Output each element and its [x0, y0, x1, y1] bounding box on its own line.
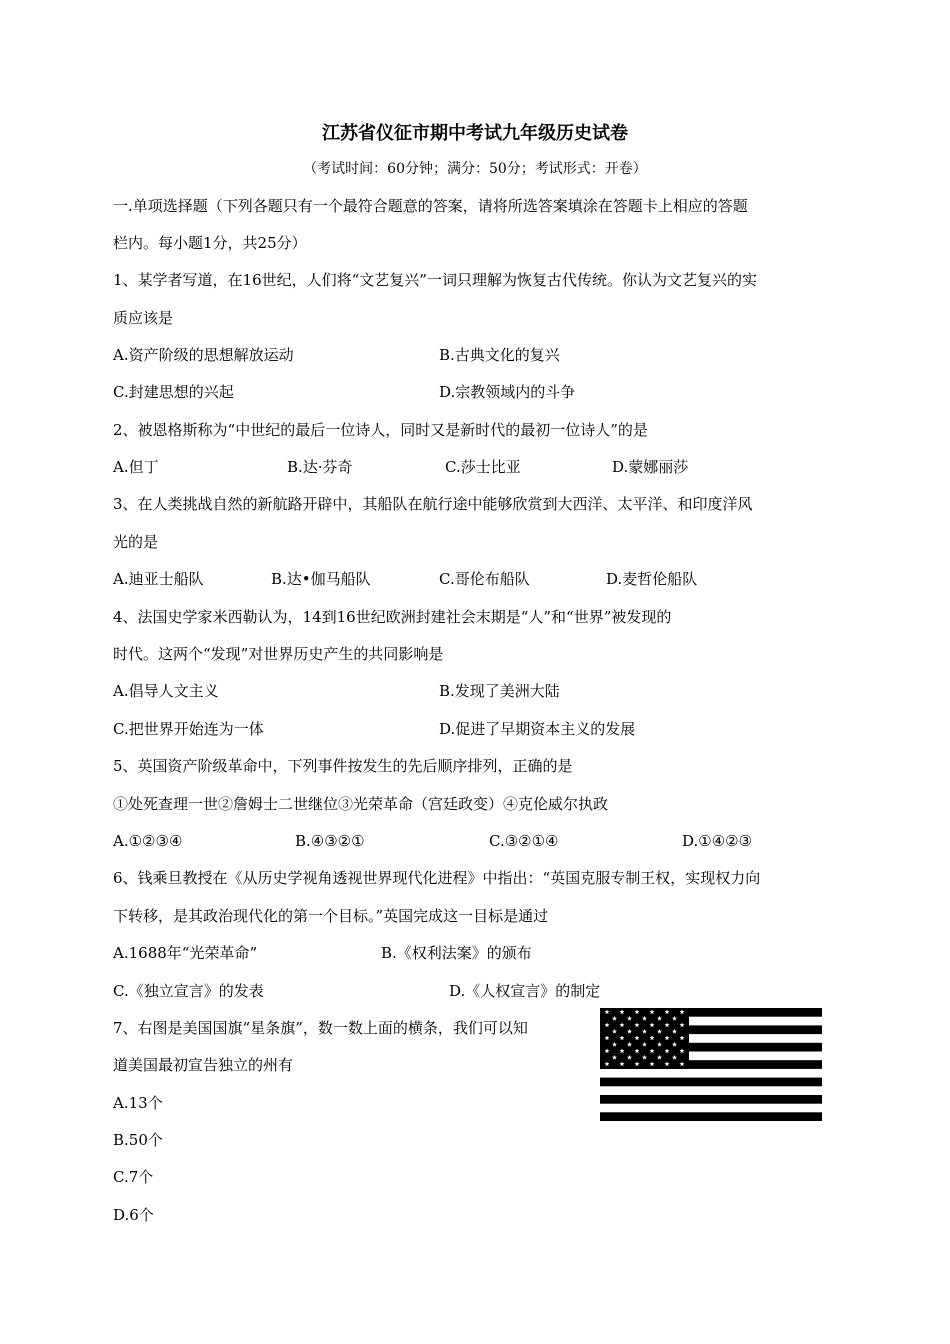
q4-option-a: A.倡导人文主义: [113, 682, 219, 700]
q4-option-d: D.促进了早期资本主义的发展: [439, 720, 636, 738]
q6-option-d: D.《人权宣言》的制定: [449, 982, 601, 1000]
q1-option-a: A.资产阶级的思想解放运动: [113, 346, 294, 364]
q5-option-b: B.④③②①: [295, 832, 365, 850]
q2-stem: 2、被恩格斯称为“中世纪的最后一位诗人，同时又是新时代的最初一位诗人”的是: [113, 421, 648, 439]
q7-stem-cont: 道美国最初宣告独立的州有: [113, 1056, 294, 1074]
q2-option-b: B.达·芬奇: [287, 458, 353, 476]
q2-option-c: C.莎士比亚: [445, 458, 521, 476]
q4-stem-cont: 时代。这两个“发现”对世界历史产生的共同影响是: [113, 645, 444, 663]
q3-option-d: D.麦哲伦船队: [606, 570, 698, 588]
section-heading: 一.单项选择题（下列各题只有一个最符合题意的答案，请将所选答案填涂在答题卡上相应的答题: [113, 197, 748, 215]
q7-option-d: D.6个: [113, 1206, 154, 1224]
q6-stem: 6、钱乘旦教授在《从历史学视角透视世界现代化进程》中指出：“英国克服专制王权，实现权力向: [113, 869, 761, 887]
q3-option-c: C.哥伦布船队: [439, 570, 530, 588]
q1-stem-cont: 质应该是: [113, 309, 174, 327]
q1-option-d: D.宗教领域内的斗争: [439, 383, 576, 401]
q3-stem: 3、在人类挑战自然的新航路开辟中，其船队在航行途中能够欣赏到大西洋、太平洋、和印度洋风: [113, 495, 753, 513]
section-heading-cont: 栏内。每小题1分，共25分）: [113, 234, 307, 252]
q4-option-b: B.发现了美洲大陆: [439, 682, 560, 700]
q6-option-b: B.《权利法案》的颁布: [381, 944, 532, 962]
page-title: 江苏省仪征市期中考试九年级历史试卷: [322, 123, 628, 144]
q5-events: ①处死查理一世②詹姆士二世继位③光荣革命（宫廷政变）④克伦威尔执政: [113, 795, 609, 813]
q4-stem: 4、法国史学家米西勒认为，14到16世纪欧洲封建社会末期是“人”和“世界”被发现的: [113, 608, 672, 626]
q5-option-a: A.①②③④: [113, 832, 183, 850]
q1-option-b: B.古典文化的复兴: [439, 346, 560, 364]
q6-option-c: C.《独立宣言》的发表: [113, 982, 264, 1000]
q6-option-a: A.1688年“光荣革命”: [113, 944, 258, 962]
q7-stem: 7、右图是美国国旗“星条旗”，数一数上面的横条，我们可以知: [113, 1019, 528, 1037]
q3-option-a: A.迪亚士船队: [113, 570, 204, 588]
q5-option-c: C.③②①④: [489, 832, 559, 850]
q1-stem: 1、某学者写道，在16世纪，人们将“文艺复兴”一词只理解为恢复古代传统。你认为文艺复兴的实: [113, 271, 757, 289]
q7-option-c: C.7个: [113, 1168, 154, 1186]
q5-option-d: D.①④②③: [682, 832, 753, 850]
q6-stem-cont: 下转移，是其政治现代化的第一个目标。”英国完成这一目标是通过: [113, 907, 549, 925]
q1-option-c: C.封建思想的兴起: [113, 383, 234, 401]
q7-option-a: A.13个: [113, 1094, 163, 1112]
q2-option-a: A.但丁: [113, 458, 159, 476]
q2-option-d: D.蒙娜丽莎: [612, 458, 689, 476]
q3-stem-cont: 光的是: [113, 533, 159, 551]
q7-option-b: B.50个: [113, 1131, 163, 1149]
q4-option-c: C.把世界开始连为一体: [113, 720, 264, 738]
exam-info: （考试时间：60分钟；满分：50分；考试形式：开卷）: [303, 161, 647, 177]
q3-option-b: B.达•伽马船队: [271, 570, 371, 588]
us-flag-image: [600, 1008, 822, 1121]
q5-stem: 5、英国资产阶级革命中，下列事件按发生的先后顺序排列，正确的是: [113, 757, 573, 775]
